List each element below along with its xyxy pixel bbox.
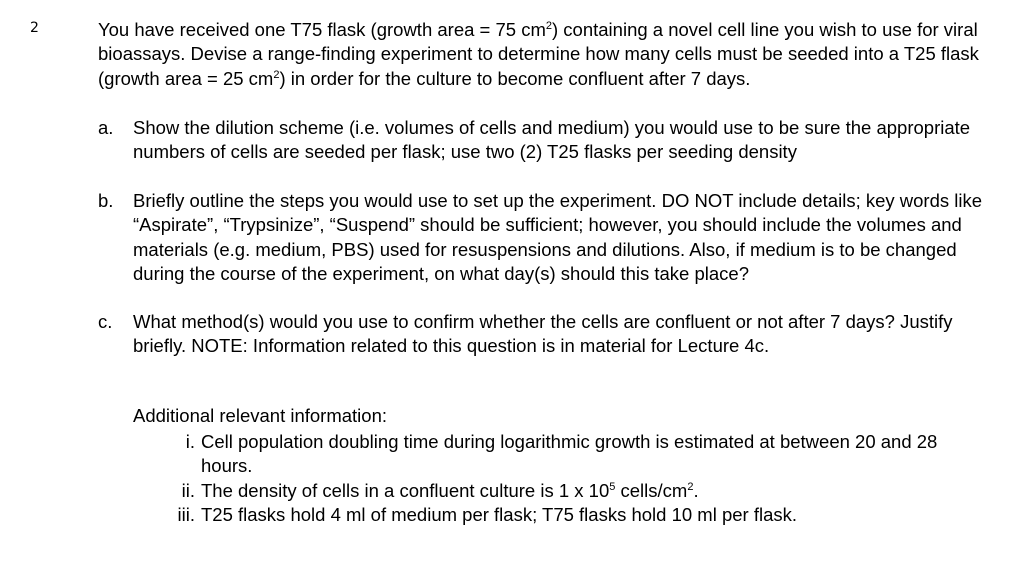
question-intro <box>98 18 998 91</box>
text-segment: . <box>693 480 699 501</box>
subquestion-text: What method(s) would you use to confirm whether the cells are confluent or not after 7 days? Justify briefly. NOTE: Information related to this question is in material for Lecture 4c. <box>133 311 953 357</box>
subquestion-c <box>98 310 998 359</box>
subquestion-label: b. <box>98 190 114 211</box>
intro-text-3: ) in order for the culture to become confluent after 7 days. <box>279 67 751 89</box>
subquestion-label: a. <box>98 117 114 138</box>
superscript: 2 <box>545 20 552 32</box>
intro-text-1: You have received one T75 flask (growth area = 75 cm <box>98 19 546 40</box>
intro-text-2: ) containing a novel cell line you wish to use for viral bioassays. Devise a range-finding experiment to determine how many cells must be seeded into a T25 flask (growth area = 25 cm <box>98 19 979 89</box>
additional-item-text: T25 flasks hold 4 ml of medium per flask; T75 flasks hold 10 ml per flask. <box>201 504 798 525</box>
additional-item-text: Cell population doubling time during logarithmic growth is estimated at between 20 and 28 hours. <box>201 431 938 477</box>
subquestion-text: Show the dilution scheme (i.e. volumes of cells and medium) you would use to be sure the appropriate numbers of cells are seeded per flask; use two (2) T25 flasks per seeding density <box>133 117 971 163</box>
subquestion-text: Briefly outline the steps you would use to set up the experiment. DO NOT include details; key words like “Aspirate”, “Trypsinize”, “Suspend” should be sufficient; however, you should include the volumes and materials (e.g. medium, PBS) used for resuspensions and dilutions. Also, if medium is to be changed during the course of the experiment, on what day(s) should this take place? <box>133 190 983 285</box>
additional-item-text <box>201 479 953 503</box>
text-segment: cells/cm <box>615 480 688 501</box>
additional-item-iii <box>133 503 953 527</box>
question-number: 2 <box>30 20 39 36</box>
roman-label: i. <box>185 431 195 452</box>
superscript: 5 <box>609 481 616 493</box>
additional-item-ii <box>133 479 953 503</box>
text-segment: The density of cells in a confluent culture is 1 x 10 <box>201 480 610 501</box>
roman-label: ii. <box>181 480 195 501</box>
subquestion-b <box>98 189 998 287</box>
superscript: 2 <box>687 481 694 493</box>
superscript: 2 <box>273 68 280 81</box>
additional-info-heading: Additional relevant information: <box>133 405 388 426</box>
subquestion-label: c. <box>98 311 113 332</box>
subquestion-a <box>98 116 998 165</box>
roman-label: iii. <box>177 504 195 525</box>
additional-item-i <box>133 430 953 479</box>
